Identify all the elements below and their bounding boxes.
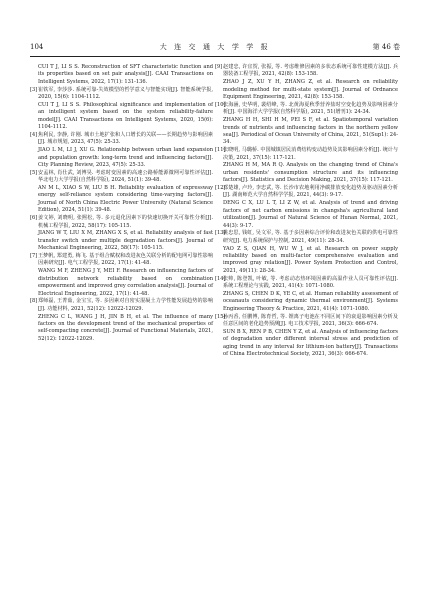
- reference-column-right: [215, 64, 398, 359]
- reference-entry: [215, 246, 398, 276]
- reference-entry: [215, 117, 398, 147]
- reference-text: WANG M F, ZHENG J Y, MEI F. Research on influencing factors of distribution network reliability based on combination empowerment and improved grey correlation analysis[J]. Journal of Electrical Engineering, 2022, 17(1): 41-48.: [38, 268, 213, 297]
- reference-text: 郑师磊, 王菁茹, 金宝宝, 等. 多因素对自密实混凝土力学性能发展趋势的影响[J]. 功能材料, 2021, 52(12): 12022-12029.: [38, 298, 213, 312]
- reference-entry: [30, 147, 213, 169]
- reference-entry: [215, 329, 398, 359]
- reference-entry: [30, 253, 213, 268]
- reference-entry: [215, 230, 398, 245]
- reference-text: ZHANG H M, MA R Q. Analysis on the changing trend of China's urban residents' consumption structure and its influencing factors[J]. Statistics and Decision Making, 2021, 37(15): 117-121.: [223, 162, 398, 184]
- reference-number: [7]: [30, 253, 38, 259]
- reference-number: [9]: [215, 64, 223, 70]
- reference-entry: [215, 162, 398, 184]
- reference-text: ZHAO J Z, XU Y H, ZHANG Z, et al. Research on reliability modeling method for multi-state system[J]. Journal of Ordnance Equipment Engineering, 2021, 42(8): 153-158.: [223, 79, 398, 101]
- reference-text: 姚忠思, 钱虹, 吴文军, 等. 基于多因素综合评价和改进灰色关联的供电可靠性研究[J]. 电力系统保护与控制, 2021, 49(11): 28-34.: [223, 230, 398, 244]
- reference-entry: [215, 102, 398, 117]
- reference-number: [3]: [30, 86, 38, 93]
- reference-number: [11]: [215, 147, 226, 154]
- reference-text: 姜文婷, 刘晓明, 张熙松, 等. 多元退化因素下的快速切换开关可靠性分析[J]. 机械工程学报, 2022, 58(17): 105-115.: [38, 215, 213, 229]
- reference-number: [6]: [30, 215, 38, 222]
- reference-text: 张晓明, 马璐桥. 中国城镇居民消费结构变动趋势及其影响因素分析[J]. 统计与决策, 2021, 37(15): 117-121.: [223, 147, 398, 161]
- reference-entry: [215, 291, 398, 313]
- reference-text: AN M L, XIAO S W, LIU B H. Reliability evaluation of expressway energy self-reliance system considering time-varying factors[J]. Journal of North China Electric Power University (Natural Science Edition), 2024, 51(1): 39-48.: [38, 185, 213, 214]
- reference-entry: [215, 314, 398, 329]
- reference-text: CUI T J, LI S S. Philosophical significance and implementation of an intelligent system based on the system reliability-failure model[J]. CAAI Transactions on Intelligent Systems, 2020, 15(6): 1104-1112.: [38, 101, 213, 131]
- reference-text: ZHENG C L, WANG J H, JIN B H, et al. The influence of many factors on the development trend of the mechanical properties of self-compacting concrete[J]. Journal of Functional Materials, 2021, 52(12): 12022-12029.: [38, 313, 213, 342]
- reference-text: YAO Z S, QIAN H, WU W J, et al. Research on power supply reliability based on multi-factor comprehensive evaluation and improved gray relation[J]. Power System Protection and Control, 2021, 49(11): 28-34.: [223, 245, 398, 274]
- reference-text: 焦利民, 李静, 许刚. 城市土地扩张和人口增长的关联——长期趋势与影响因素[J]. 城市规划, 2023, 47(5): 25-33.: [38, 131, 213, 146]
- reference-text: 王梦帆, 郑建勇, 梅飞. 基于组合赋权和改进灰色关联分析的配电网可靠性影响因素研究[J]. 电气工程学报, 2022, 17(1): 41-48.: [38, 253, 213, 267]
- reference-entry: [30, 170, 213, 185]
- reference-entry: [215, 200, 398, 230]
- reference-entry: [215, 185, 398, 200]
- reference-text: 孙丙香, 任鹏博, 陈育哲, 等. 锂离子电池在不同区间下的衰退影响因素分析及任意区间的老化趋势预测[J]. 电工技术学报, 2021, 36(3): 666-674.: [223, 313, 398, 327]
- reference-number: [4]: [30, 131, 38, 138]
- reference-text: 赵建忠, 许宜贺, 张振, 等. 考虑维修因素的多状态系统可靠性建模方法[J]. 兵器装备工程学报, 2021, 42(8): 153-158.: [223, 64, 398, 78]
- reference-entry: [215, 64, 398, 79]
- reference-entry: [215, 79, 398, 101]
- reference-entry: [30, 314, 213, 344]
- reference-entry: [30, 132, 213, 147]
- reference-text: SUN B X, REN P B, CHEN Y Z, et al. Analysis of influencing factors of degradation under different interval stress and prediction of aging trend in any interval for lithium-ion battery[J]. Transactions of China Electrotechnical Society, 2021, 36(3): 666-674.: [223, 328, 398, 358]
- reference-text: JIAO L M, LI J, XU G. Relationship between urban land expansion and population growth: long-term trend and influencing factors[J]. City Planning Review, 2023, 47(5): 25-33.: [38, 147, 213, 169]
- reference-number: [12]: [215, 185, 226, 192]
- reference-number: [14]: [215, 275, 226, 282]
- reference-entry: [30, 64, 213, 86]
- reference-entry: [215, 276, 398, 291]
- reference-entry: [30, 102, 213, 132]
- reference-column-left: [30, 64, 213, 344]
- reference-number: [10]: [215, 101, 226, 108]
- reference-entry: [30, 215, 213, 230]
- running-header: [30, 40, 400, 57]
- reference-text: CUI T J, LI S S. Reconstruction of SFT characteristic function and its properties based on set pair analysis[J]. CAAI Transactions on Intelligent Systems, 2022, 17(1): 131-136.: [38, 64, 213, 85]
- reference-text: 张海涵, 史华明, 裴绍峰, 等. 北黄海夏秋季营养盐时空变化趋势及影响因素分析[J]. 中国海洋大学学报(自然科学版), 2021, 51(增刊1): 24-34.: [223, 101, 398, 116]
- reference-text: 安孟林, 肖仕武, 刘博昊. 考虑时变因素的高速公路桥能源微网可靠性评估[J]. 华北电力大学学报(自然科学版), 2024, 51(1): 39-48.: [38, 169, 213, 184]
- reference-number: [5]: [30, 169, 38, 176]
- reference-text: ZHANG H H, SHI H M, PEI S F, et al. Spatiotemporal variation trends of nutrients and influencing factors in the northern yellow sea[J]. Periodical of Ocean University of China, 2021, 51(Sup1): 24-34.: [223, 117, 398, 146]
- reference-text: DENG C X, LU L T, LI Z W, et al. Analysis of trend and driving factors of net carbon emissions in changsha's agricultural land utilization[J]. Journal of Natural Science of Hunan Normal, 2021, 44(3): 9-17.: [223, 200, 398, 229]
- reference-entry: [30, 268, 213, 298]
- page-number: 104: [30, 43, 44, 51]
- reference-number: [8]: [30, 298, 38, 305]
- reference-number: [15]: [215, 313, 226, 320]
- journal-title: 大 连 交 通 大 学 学 报: [159, 43, 271, 51]
- reference-entry: [215, 147, 398, 162]
- reference-text: ZHANG S, CHEN D K, YE C, et al. Human reliability assessment of oceanauts considering dynamic thermal environment[J]. Systems Engineering Theory & Practice, 2021, 41(4): 1071-1080.: [223, 290, 398, 312]
- reference-text: 崔铁军, 李莎莎. 系统可靠-失效模型的哲学意义与智能实现[J]. 智能系统学报, 2020, 15(6): 1104-1112.: [38, 86, 213, 101]
- volume-label: 第 46 卷: [372, 43, 400, 51]
- reference-entry: [30, 230, 213, 252]
- reference-entry: [30, 185, 213, 215]
- reference-entry: [30, 87, 213, 102]
- reference-text: 邓楚雄, 卢玲, 李忠武, 等. 长沙市农地利用净碳排放变化趋势及驱动因素分析[J]. 湖南师范大学自然科学学报, 2021, 44(3): 9-17.: [223, 185, 398, 199]
- reference-text: 张帅, 陈登凯, 叶敏, 等. 考虑动态热环境因素的高温作业人员可靠性评估[J]. 系统工程理论与实践, 2021, 41(4): 1071-1080.: [223, 275, 398, 290]
- reference-number: [13]: [215, 230, 226, 237]
- reference-text: JIANG W T, LIU X M, ZHANG X S, et al. Reliability analysis of fast transfer switch under multiple degradation factors[J]. Journal of Mechanical Engineering, 2022, 58(17): 105-115.: [38, 230, 213, 252]
- reference-entry: [30, 298, 213, 313]
